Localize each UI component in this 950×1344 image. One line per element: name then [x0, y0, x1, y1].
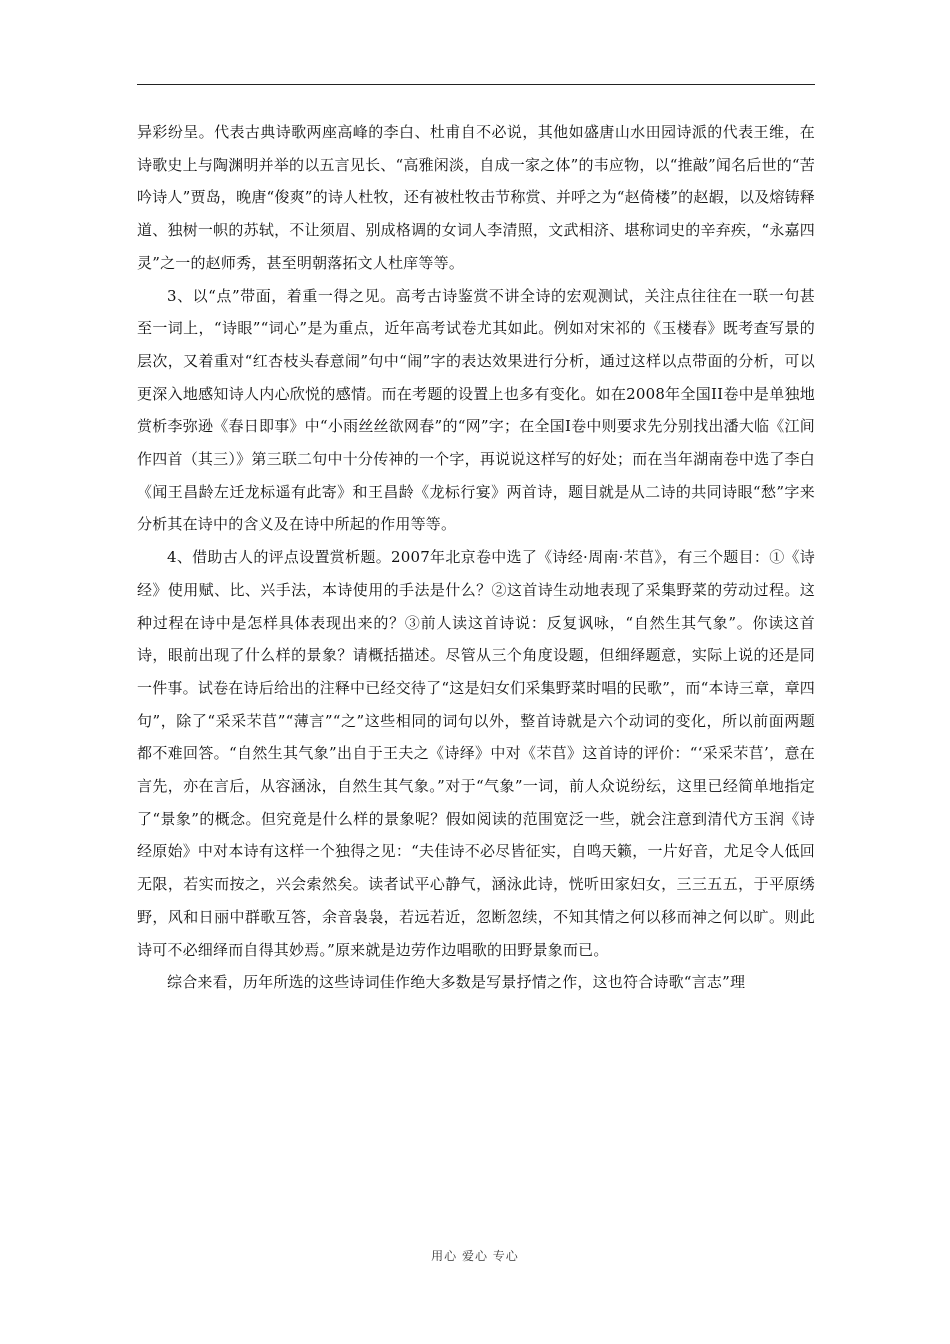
paragraph-point-4: 4、借助古人的评点设置赏析题。2007年北京卷中选了《诗经·周南·芣苢》，有三个题目：①《诗经》使用赋、比、兴手法，本诗使用的手法是什么？②这首诗生动地表现了采集野菜的劳动过程。这种过程在诗中是怎样具体表现出来的？③前人读这首诗说：反复讽咏，“自然生其气象”。你读这首诗，眼前出现了什么样的景象？请概括描述。尽管从三个角度设题，但细绎题意，实际上说的还是同一件事。试卷在诗后给出的注释中已经交待了“这是妇女们采集野菜时唱的民歌”，而“本诗三章，章四句”，除了“采采芣苢”“薄言”“之”这些相同的词句以外，整首诗就是六个动词的变化，所以前面两题都不难回答。“自然生其气象”出自于王夫之《诗绎》中对《芣苢》这首诗的评价：“‘采采芣苢’，意在言先，亦在言后，从容涵泳，自然生其气象。”对于“气象”一词，前人众说纷纭，这里已经简单地指定了“景象”的概念。但究竟是什么样的景象呢？假如阅读的范围宽泛一些，就会注意到清代方玉润《诗经原始》中对本诗有这样一个独得之见：“夫佳诗不必尽皆征实，自鸣天籁，一片好音，尤足令人低回无限，若实而按之，兴会索然矣。读者试平心静气，涵泳此诗，恍听田家妇女，三三五五，于平原绣野，风和日丽中群歌互答，余音袅袅，若远若近，忽断忽续，不知其情之何以移而神之何以旷。则此诗可不必细绎而自得其妙焉。”原来就是边劳作边唱歌的田野景象而已。 — [137, 548, 815, 959]
document-body — [137, 116, 815, 999]
paragraph-point-3: 3、以“点”带面，着重一得之见。高考古诗鉴赏不讲全诗的宏观测试，关注点往往在一联一句甚至一词上，“诗眼”“词心”是为重点，近年高考试卷尤其如此。例如对宋祁的《玉楼春》既考查写景的层次，又着重对“红杏枝头春意闹”句中“闹”字的表达效果进行分析，通过这样以点带面的分析，可以更深入地感知诗人内心欣悦的感情。而在考题的设置上也多有变化。如在2008年全国II卷中是单独地赏析李弥逊《春日即事》中“小雨丝丝欲网春”的“网”字；在全国I卷中则要求先分别找出潘大临《江间作四首（其三）》第三联二句中十分传神的一个字，再说说这样写的好处；而在当年湖南卷中选了李白《闻王昌龄左迁龙标遥有此寄》和王昌龄《龙标行宴》两首诗，题目就是从二诗的共同诗眼“愁”字来分析其在诗中的含义及在诗中所起的作用等等。 — [137, 286, 815, 534]
paragraph-continuation: 异彩纷呈。代表古典诗歌两座高峰的李白、杜甫自不必说，其他如盛唐山水田园诗派的代表王维，在诗歌史上与陶渊明并举的以五言见长、“高雅闲淡，自成一家之体”的韦应物，以“推敲”闻名后世的“苦吟诗人”贾岛，晚唐“俊爽”的诗人杜牧，还有被杜牧击节称赏、并呼之为“赵倚楼”的赵嘏，以及熔铸释道、独树一帜的苏轼，不让须眉、别成格调的女词人李清照，文武相济、堪称词史的辛弃疾，“永嘉四灵”之一的赵师秀，甚至明朝落拓文人杜庠等等。 — [137, 123, 815, 272]
header-rule — [137, 84, 815, 85]
page-footer: 用心 爱心 专心 — [431, 1249, 519, 1263]
paragraph-summary: 综合来看，历年所选的这些诗词佳作绝大多数是写景抒情之作，这也符合诗歌“言志”理 — [167, 973, 746, 992]
